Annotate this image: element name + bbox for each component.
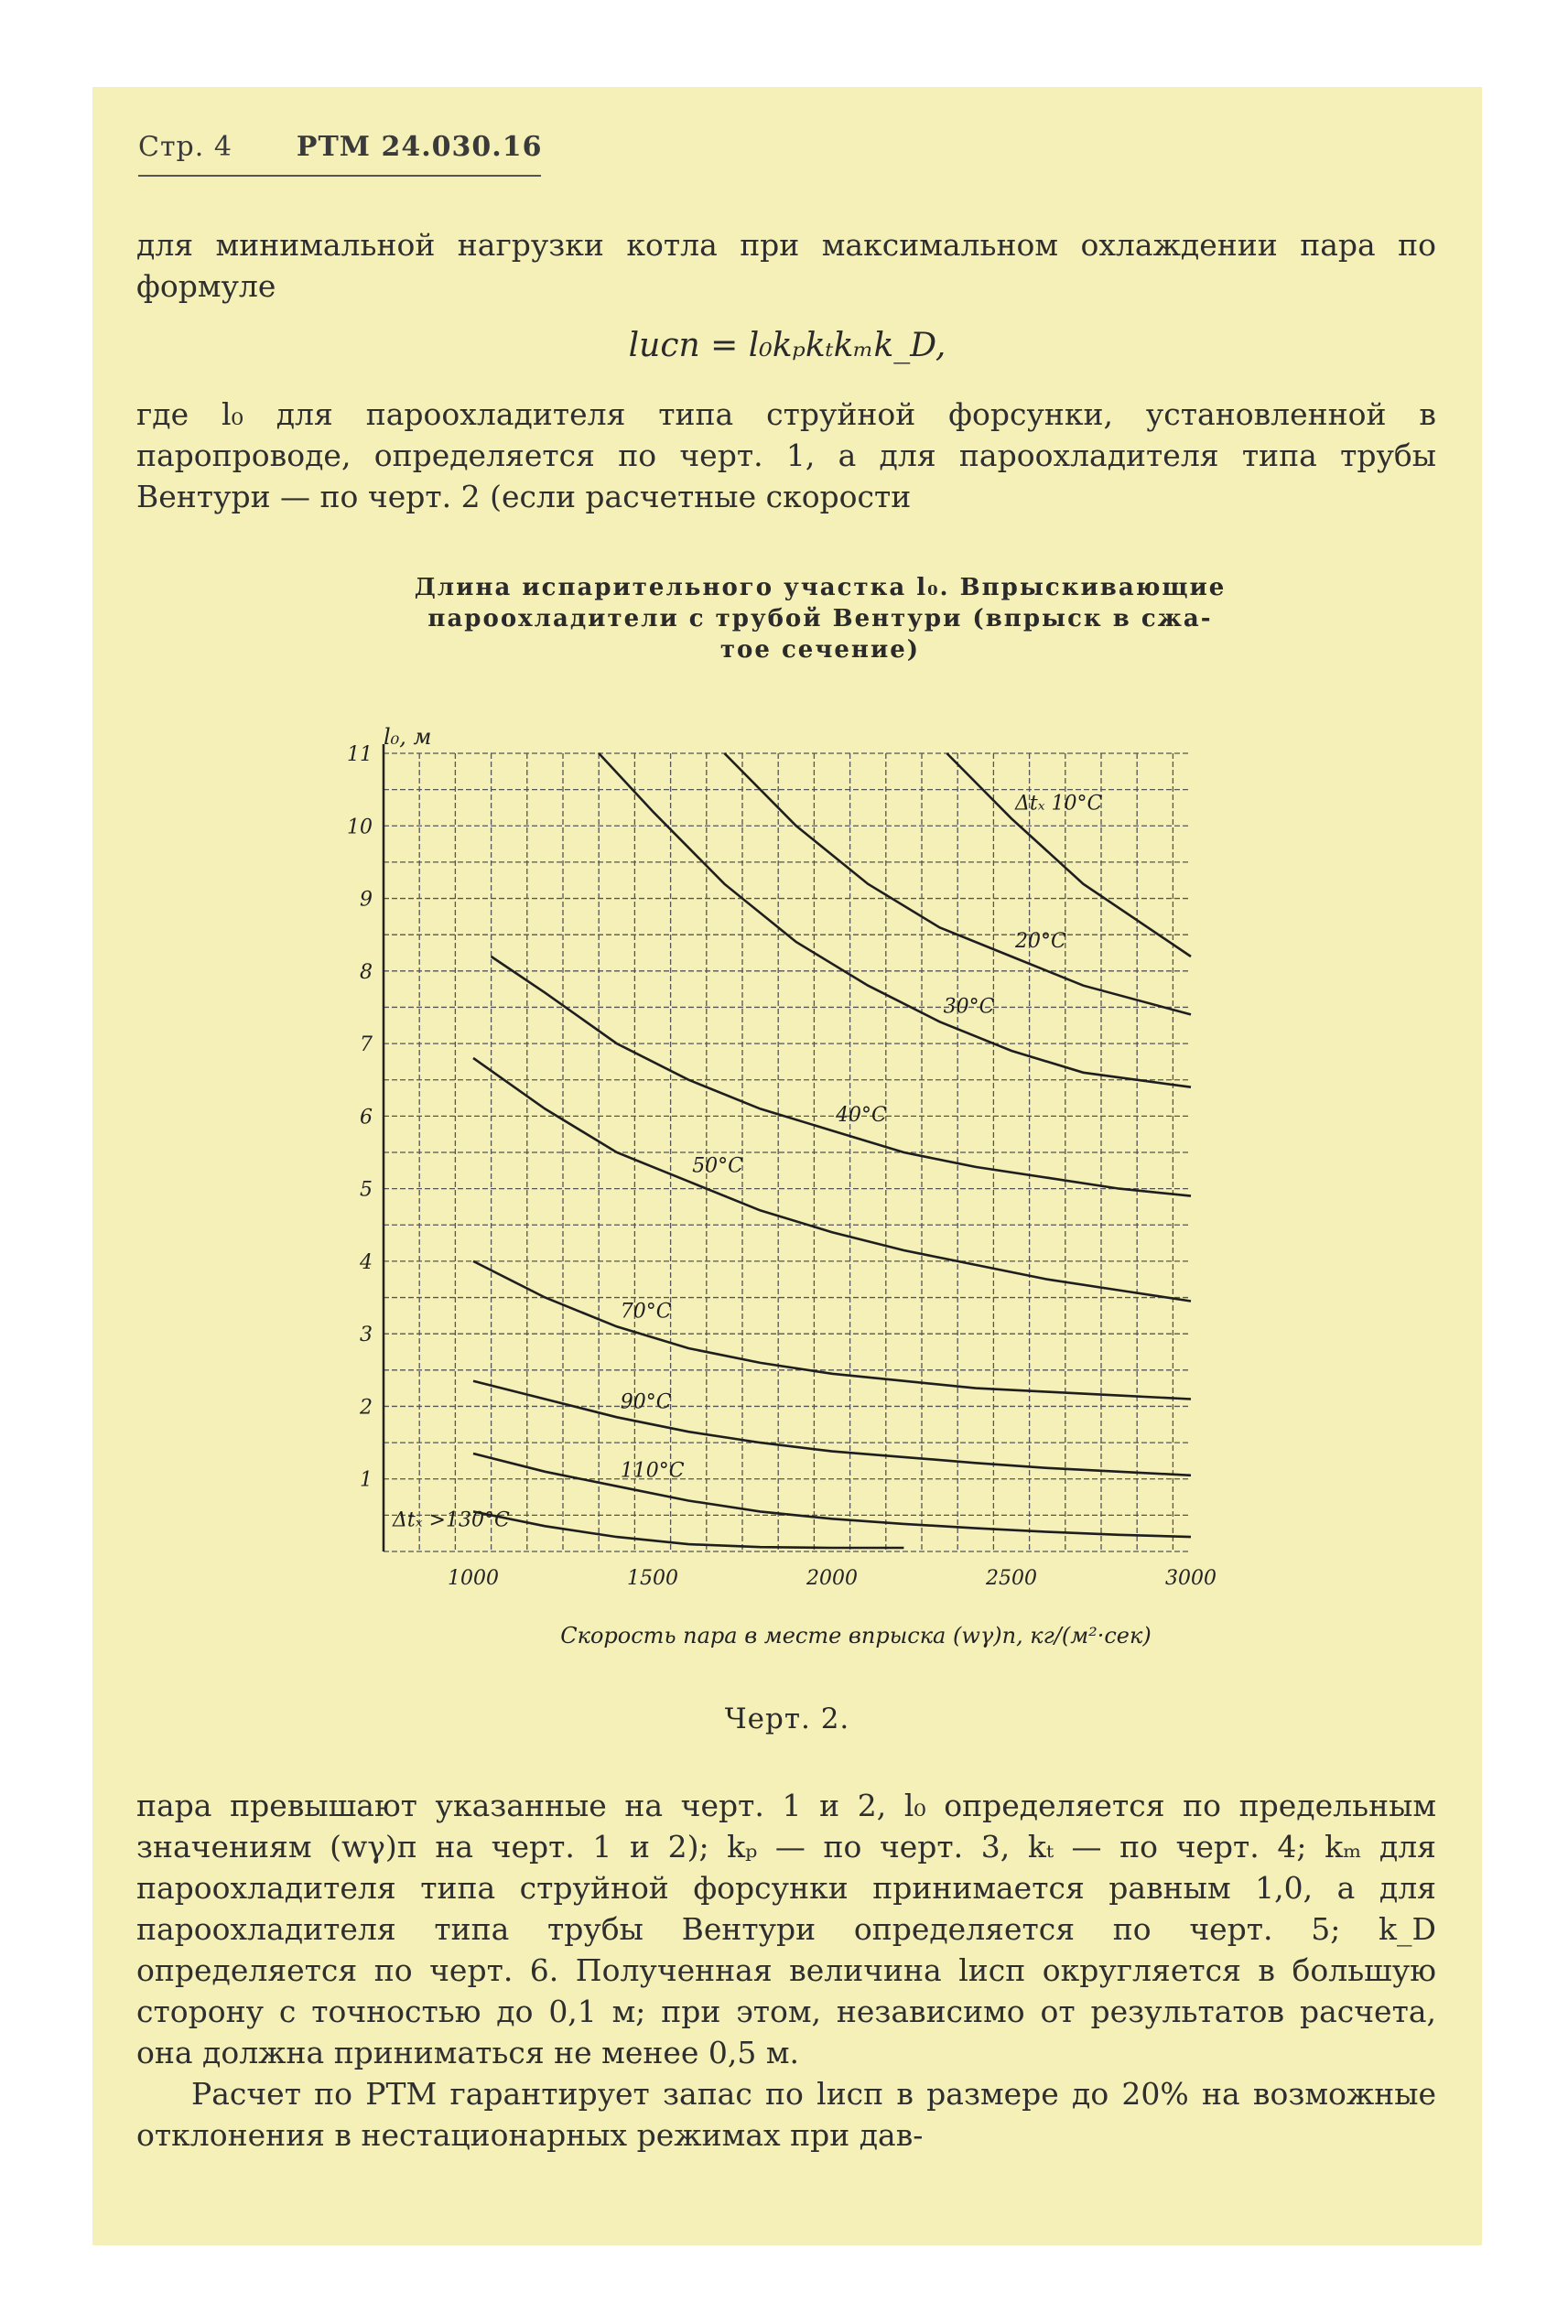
chart-grid <box>384 744 1191 1551</box>
y-axis-label: l₀, м <box>384 724 432 750</box>
figure-caption: Черт. 2. <box>724 1702 850 1735</box>
series-label: 70°С <box>620 1300 672 1324</box>
y-tick-label: 10 <box>347 816 373 839</box>
series-line <box>473 1058 1191 1302</box>
y-tick-label: 3 <box>360 1324 373 1347</box>
x-tick-label: 1000 <box>448 1567 499 1590</box>
y-tick-label: 4 <box>360 1250 373 1274</box>
y-tick-label: 11 <box>347 743 373 766</box>
series-line <box>473 1511 903 1548</box>
paragraph-3 <box>136 2073 1436 2156</box>
x-axis-label: Скорость пара в месте впрыска (wγ)п, кг/(м²·сек) <box>560 1623 1152 1648</box>
series-label: 90°С <box>620 1390 672 1414</box>
page-number: Стр. 4 <box>138 131 232 163</box>
chart-labels <box>347 743 1217 1590</box>
x-tick-label: 3000 <box>1165 1567 1217 1590</box>
series-line <box>946 753 1191 957</box>
series-label: 40°С <box>836 1104 887 1128</box>
paragraph-1: где l₀ для пароохладителя типа струйной форсунки, установленной в паропроводе, определяется по черт. 1, а для пароохладителя типа трубы Вентури — по черт. 2 (если расчетные скорости <box>136 396 1436 514</box>
series-label: Δtₓ >130°С <box>393 1508 510 1532</box>
formula: lисп = l₀kₚkₜkₘk_D, <box>628 327 946 364</box>
chart-curves <box>473 753 1191 1548</box>
y-tick-label: 9 <box>360 888 373 912</box>
y-tick-label: 2 <box>360 1396 373 1420</box>
x-tick-label: 2500 <box>986 1567 1037 1590</box>
y-tick-label: 6 <box>360 1106 373 1130</box>
y-tick-label: 8 <box>360 960 373 984</box>
series-line <box>473 1261 1191 1400</box>
series-label: 20°С <box>1015 929 1066 953</box>
series-line <box>724 753 1191 1014</box>
chart-title-line-2: пароохладители с трубой Вентури (впрыск в сжа- <box>427 605 1213 632</box>
paragraph-3-text: Расчет по РТМ гарантирует запас по lисп в размере до 20% на возможные отклонения в нестационарных режимах при дав- <box>136 2076 1436 2153</box>
y-tick-label: 5 <box>360 1178 373 1202</box>
chart-title-line-3: тое сечение) <box>719 636 921 664</box>
document-page <box>92 87 1482 2245</box>
series-line <box>473 1381 1191 1475</box>
x-tick-label: 2000 <box>806 1567 858 1590</box>
series-label: 50°С <box>692 1154 744 1178</box>
series-label: 30°С <box>943 995 995 1019</box>
y-tick-label: 7 <box>360 1033 373 1057</box>
series-line <box>473 1454 1191 1537</box>
y-tick-label: 1 <box>360 1468 373 1492</box>
chart-title-line-1: Длина испарительного участка l₀. Впрыскивающие <box>414 574 1227 601</box>
series-line <box>492 957 1191 1196</box>
intro-text: для минимальной нагрузки котла при максимальном охлаждении пара по формуле <box>136 227 1436 304</box>
x-tick-label: 1500 <box>627 1567 678 1590</box>
series-label: Δtₓ 10°С <box>1015 792 1103 816</box>
series-label: 110°С <box>620 1459 685 1483</box>
document-code: РТМ 24.030.16 <box>296 131 543 163</box>
paragraph-2: пара превышают указанные на черт. 1 и 2, l₀ определяется по предельным значениям (wγ)п на черт. 1 и 2); kₚ — по черт. 3, kₜ — по черт. 4; kₘ для пароохладителя типа струйной форсунки принимается равным 1,0, а для пароохладителя типа трубы Вентури определяется по черт. 5; k_D определяется по черт. 6. Полученная величина lисп округляется в большую сторону с точностью до 0,1 м; при этом, независимо от результатов расчета, она должна приниматься не менее 0,5 м. <box>136 1788 1436 2070</box>
